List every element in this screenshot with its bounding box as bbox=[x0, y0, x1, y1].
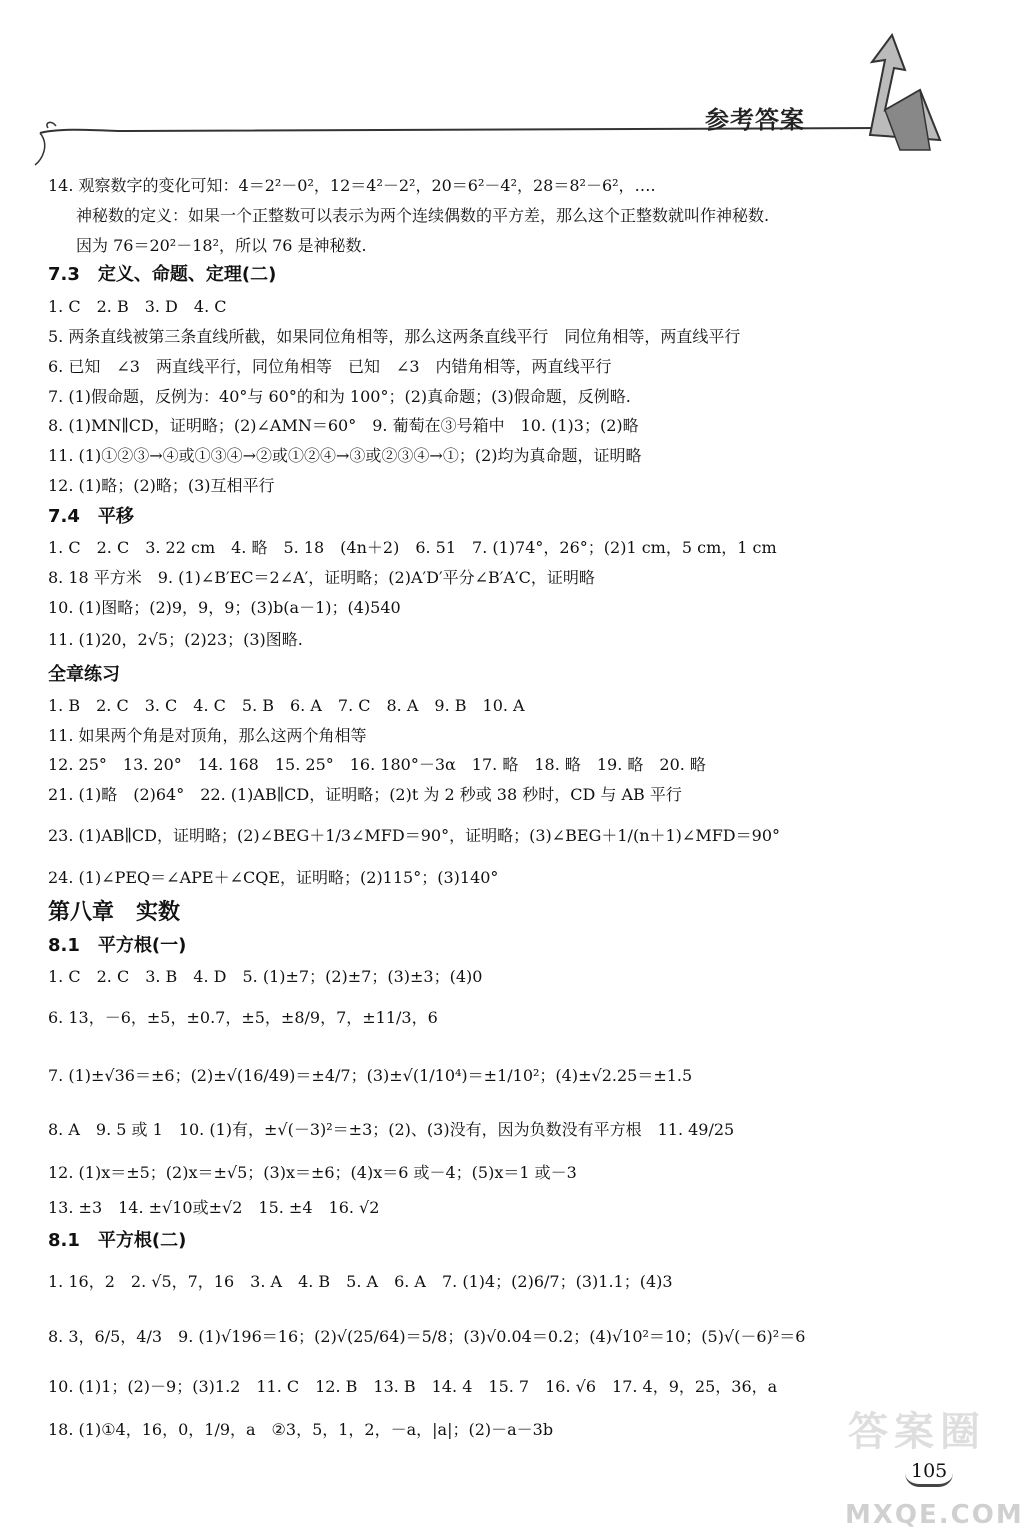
answer-line: 18. (1)①4，16，0，1/9，a ②3，5，1，2，－a，|a|；(2)－a－3b bbox=[48, 1420, 554, 1439]
answer-line: 5. 两条直线被第三条直线所截，如果同位角相等，那么这两条直线平行 同位角相等，两直线平行 bbox=[48, 327, 741, 346]
answer-line: 12. 25° 13. 20° 14. 168 15. 25° 16. 180°－3α 17. 略 18. 略 19. 略 20. 略 bbox=[48, 755, 706, 774]
answer-line: 11. 如果两个角是对顶角，那么这两个角相等 bbox=[48, 726, 367, 745]
answer-line: 12. (1)略；(2)略；(3)互相平行 bbox=[48, 476, 275, 495]
answer-line: 23. (1)AB∥CD，证明略；(2)∠BEG＋1/3∠MFD＝90°，证明略；(3)∠BEG＋1/(n＋1)∠MFD＝90° bbox=[48, 826, 780, 845]
answer-line: 24. (1)∠PEQ＝∠APE＋∠CQE，证明略；(2)115°；(3)140° bbox=[48, 868, 499, 887]
answer-line: 1. C 2. C 3. B 4. D 5. (1)±7；(2)±7；(3)±3；(4)0 bbox=[48, 967, 483, 986]
answer-line: 因为 76＝20²－18²，所以 76 是神秘数. bbox=[76, 236, 367, 255]
answer-line: 10. (1)1；(2)－9；(3)1.2 11. C 12. B 13. B 14. 4 15. 7 16. √6 17. 4，9，25，36，a bbox=[48, 1377, 778, 1396]
answer-line: 21. (1)略 (2)64° 22. (1)AB∥CD，证明略；(2)t 为 2 秒或 38 秒时，CD 与 AB 平行 bbox=[48, 785, 682, 804]
answer-line: 7. (1)±√36＝±6；(2)±√(16/49)＝±4/7；(3)±√(1/10⁴)＝±1/10²；(4)±√2.25＝±1.5 bbox=[48, 1066, 693, 1085]
answer-line: 1. C 2. B 3. D 4. C bbox=[48, 297, 227, 316]
watermark-site: MXQE.COM bbox=[845, 1500, 1024, 1530]
answer-line: 8. A 9. 5 或 1 10. (1)有，±√(－3)²＝±3；(2)、(3)没有，因为负数没有平方根 11. 49/25 bbox=[48, 1120, 735, 1139]
answer-line: 6. 13，－6，±5，±0.7，±5，±8/9，7，±11/3，6 bbox=[48, 1008, 438, 1027]
answer-line: 11. (1)20，2√5；(2)23；(3)图略. bbox=[48, 630, 303, 649]
header-title: 参考答案 bbox=[705, 106, 805, 134]
answer-line: 1. B 2. C 3. C 4. C 5. B 6. A 7. C 8. A 9. B 10. A bbox=[48, 696, 525, 715]
answer-line: 1. 16，2 2. √5，7，16 3. A 4. B 5. A 6. A 7. (1)4；(2)6/7；(3)1.1；(4)3 bbox=[48, 1272, 673, 1291]
section-heading: 8.1 平方根(一) bbox=[48, 935, 187, 956]
section-heading: 8.1 平方根(二) bbox=[48, 1230, 187, 1251]
answer-line: 10. (1)图略；(2)9，9，9；(3)b(a－1)；(4)540 bbox=[48, 598, 401, 617]
answer-line: 神秘数的定义：如果一个正整数可以表示为两个连续偶数的平方差，那么这个正整数就叫作神秘数. bbox=[76, 206, 770, 225]
watermark-logo: 答案圈 bbox=[848, 1409, 986, 1455]
chapter-heading: 第八章 实数 bbox=[48, 900, 181, 925]
answer-line: 13. ±3 14. ±√10或±√2 15. ±4 16. √2 bbox=[48, 1198, 380, 1217]
answer-line: 11. (1)①②③→④或①③④→②或①②④→③或②③④→①；(2)均为真命题，证明略 bbox=[48, 446, 642, 465]
answer-line: 8. 18 平方米 9. (1)∠B′EC＝2∠A′，证明略；(2)A′D′平分∠B′A′C，证明略 bbox=[48, 568, 595, 587]
answer-line: 1. C 2. C 3. 22 cm 4. 略 5. 18 (4n＋2) 6. 51 7. (1)74°，26°；(2)1 cm，5 cm，1 cm bbox=[48, 538, 777, 557]
section-heading: 7.4 平移 bbox=[48, 506, 134, 527]
answer-line: 14. 观察数字的变化可知：4＝2²－0²，12＝4²－2²，20＝6²－4²，28＝8²－6²，…. bbox=[48, 176, 656, 195]
answer-line: 7. (1)假命题，反例为：40°与 60°的和为 100°；(2)真命题；(3)假命题，反例略. bbox=[48, 387, 631, 406]
answer-line: 12. (1)x＝±5；(2)x＝±√5；(3)x＝±6；(4)x＝6 或－4；(5)x＝1 或－3 bbox=[48, 1163, 577, 1182]
section-heading: 全章练习 bbox=[48, 664, 120, 685]
answer-line: 8. 3，6/5，4/3 9. (1)√196＝16；(2)√(25/64)＝5/8；(3)√0.04＝0.2；(4)√10²＝10；(5)√(－6)²＝6 bbox=[48, 1327, 806, 1346]
answer-line: 8. (1)MN∥CD，证明略；(2)∠AMN＝60° 9. 葡萄在③号箱中 10. (1)3；(2)略 bbox=[48, 416, 639, 435]
page-number: 105 bbox=[905, 1460, 953, 1487]
section-heading: 7.3 定义、命题、定理(二) bbox=[48, 264, 277, 285]
answer-line: 6. 已知 ∠3 两直线平行，同位角相等 已知 ∠3 内错角相等，两直线平行 bbox=[48, 357, 612, 376]
